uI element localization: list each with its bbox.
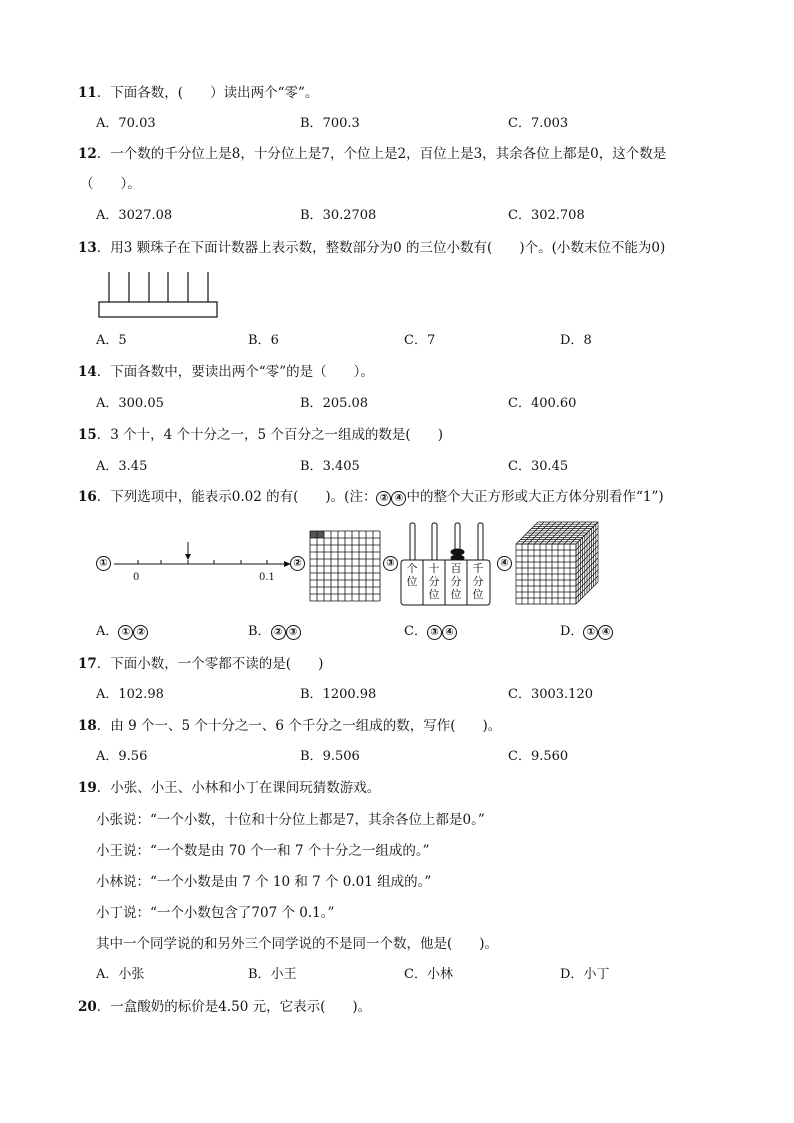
option-c[interactable]: C．302.708 bbox=[508, 208, 585, 223]
question-number: 12 bbox=[78, 146, 97, 162]
option-a[interactable]: A．70.03 bbox=[96, 116, 156, 131]
axis-label-start: 0 bbox=[133, 572, 140, 583]
option-d[interactable]: D． ① ④ bbox=[560, 623, 613, 641]
option-b[interactable]: B． ② ③ bbox=[248, 623, 301, 641]
question-text: ．用3 颗珠子在下面计数器上表示数，整数部分为0 的三位小数有( )个。(小数末位不能为0) bbox=[96, 240, 666, 256]
question-15 bbox=[78, 426, 443, 444]
option-c[interactable]: C．400.60 bbox=[508, 396, 577, 411]
question-19-prompt: 其中一个同学说的和另外三个同学说的不是同一个数，他是( )。 bbox=[96, 936, 499, 952]
question-13 bbox=[78, 239, 665, 257]
circled-mark-3: ③ bbox=[383, 556, 398, 571]
abacus-label-ones: 个 位 bbox=[406, 562, 418, 588]
question-text: ．下列选项中，能表示0.02 的有( )。(注： bbox=[96, 489, 377, 505]
option-c[interactable]: C．7.003 bbox=[508, 116, 569, 131]
statement-xiaowang: 小王说：“一个数是由 70 个一和 7 个十分之一组成的。” bbox=[96, 843, 430, 859]
option-b[interactable]: B．1200.98 bbox=[300, 687, 377, 702]
option-c[interactable]: C．3003.120 bbox=[508, 687, 593, 702]
abacus-label-hundredths: 百 分 位 bbox=[450, 562, 462, 601]
question-number: 14 bbox=[78, 364, 97, 380]
option-c[interactable]: C．30.45 bbox=[508, 459, 569, 474]
question-number: 15 bbox=[78, 427, 97, 443]
statement-xiaolin: 小林说：“一个小数是由 7 个 10 和 7 个 0.01 组成的。” bbox=[96, 874, 432, 890]
question-18 bbox=[78, 717, 501, 735]
option-d[interactable]: D．小丁 bbox=[560, 967, 610, 982]
question-11 bbox=[78, 84, 318, 102]
option-a[interactable]: A．3.45 bbox=[96, 459, 148, 474]
option-b[interactable]: B．9.506 bbox=[300, 749, 360, 764]
option-b[interactable]: B．小王 bbox=[248, 967, 297, 982]
question-number: 18 bbox=[78, 718, 97, 734]
option-b[interactable]: B．3.405 bbox=[300, 459, 360, 474]
question-text: ．由 9 个一、5 个十分之一、6 个千分之一组成的数，写作( )。 bbox=[96, 718, 502, 734]
question-text: ．3 个十，4 个十分之一，5 个百分之一组成的数是( ) bbox=[96, 427, 443, 443]
circled-mark-4: ④ bbox=[497, 556, 512, 571]
option-c[interactable]: C．小林 bbox=[404, 967, 453, 982]
option-c[interactable]: C． ③ ④ bbox=[404, 623, 457, 641]
question-12 bbox=[78, 145, 666, 163]
abacus-label-tenths: 十 分 位 bbox=[428, 562, 440, 601]
circled-mark-2: ② bbox=[290, 556, 305, 571]
question-16 bbox=[78, 488, 664, 506]
option-a[interactable]: A．小张 bbox=[96, 967, 145, 982]
question-text: ．下面各数中，要读出两个“零”的是（ ）。 bbox=[96, 364, 374, 380]
statement-xiaozhang: 小张说：“一个小数，十位和十分位上都是7，其余各位上都是0。” bbox=[96, 812, 485, 828]
option-a[interactable]: A．102.98 bbox=[96, 687, 164, 702]
question-text: ．下面小数，一个零都不读的是( ) bbox=[96, 656, 324, 672]
figure-1-number-line bbox=[96, 540, 296, 590]
question-text-tail: 中的整个大正方形或大正方体分别看作“1”) bbox=[406, 489, 664, 505]
question-number: 16 bbox=[78, 489, 97, 505]
abacus-label-thousandths: 千 分 位 bbox=[472, 562, 484, 601]
option-b[interactable]: B．700.3 bbox=[300, 116, 360, 131]
option-a[interactable]: A．5 bbox=[96, 333, 127, 348]
question-number: 11 bbox=[78, 85, 97, 101]
question-text: ．小张、小王、小林和小丁在课间玩猜数游戏。 bbox=[96, 780, 381, 796]
question-text: ．一盒酸奶的标价是4.50 元，它表示( )。 bbox=[96, 999, 372, 1015]
question-12-continued: （ ）。 bbox=[80, 176, 141, 192]
counter-abacus-figure bbox=[98, 270, 220, 320]
question-number: 19 bbox=[78, 780, 97, 796]
option-a[interactable]: A． ① ② bbox=[96, 623, 148, 641]
circled-mark: ② bbox=[376, 491, 391, 506]
circled-mark: ④ bbox=[391, 491, 406, 506]
question-17 bbox=[78, 655, 323, 673]
figure-2-hundred-grid bbox=[309, 530, 381, 602]
option-a[interactable]: A．9.56 bbox=[96, 749, 148, 764]
option-d[interactable]: D．8 bbox=[560, 333, 592, 348]
figure-4-thousand-cube bbox=[514, 520, 604, 610]
option-b[interactable]: B．30.2708 bbox=[300, 208, 377, 223]
question-14 bbox=[78, 363, 374, 381]
question-text: ．一个数的千分位上是8，十分位上是7，个位上是2，百位上是3，其余各位上都是0，这个数是 bbox=[96, 146, 667, 162]
question-number: 17 bbox=[78, 656, 97, 672]
axis-label-end: 0.1 bbox=[259, 572, 275, 583]
option-a[interactable]: A．3027.08 bbox=[96, 208, 173, 223]
circled-mark-1: ① bbox=[96, 556, 111, 571]
option-b[interactable]: B．205.08 bbox=[300, 396, 369, 411]
question-text: ．下面各数，( ）读出两个“零”。 bbox=[96, 85, 319, 101]
question-19 bbox=[78, 779, 380, 797]
figure-3-place-value-abacus bbox=[400, 520, 492, 608]
option-c[interactable]: C．7 bbox=[404, 333, 436, 348]
question-number: 13 bbox=[78, 240, 97, 256]
question-number: 20 bbox=[78, 999, 97, 1015]
option-c[interactable]: C．9.560 bbox=[508, 749, 569, 764]
option-a[interactable]: A．300.05 bbox=[96, 396, 164, 411]
statement-xiaoding: 小丁说：“一个小数包含了707 个 0.1。” bbox=[96, 905, 335, 921]
question-20 bbox=[78, 998, 371, 1016]
option-b[interactable]: B．6 bbox=[248, 333, 279, 348]
